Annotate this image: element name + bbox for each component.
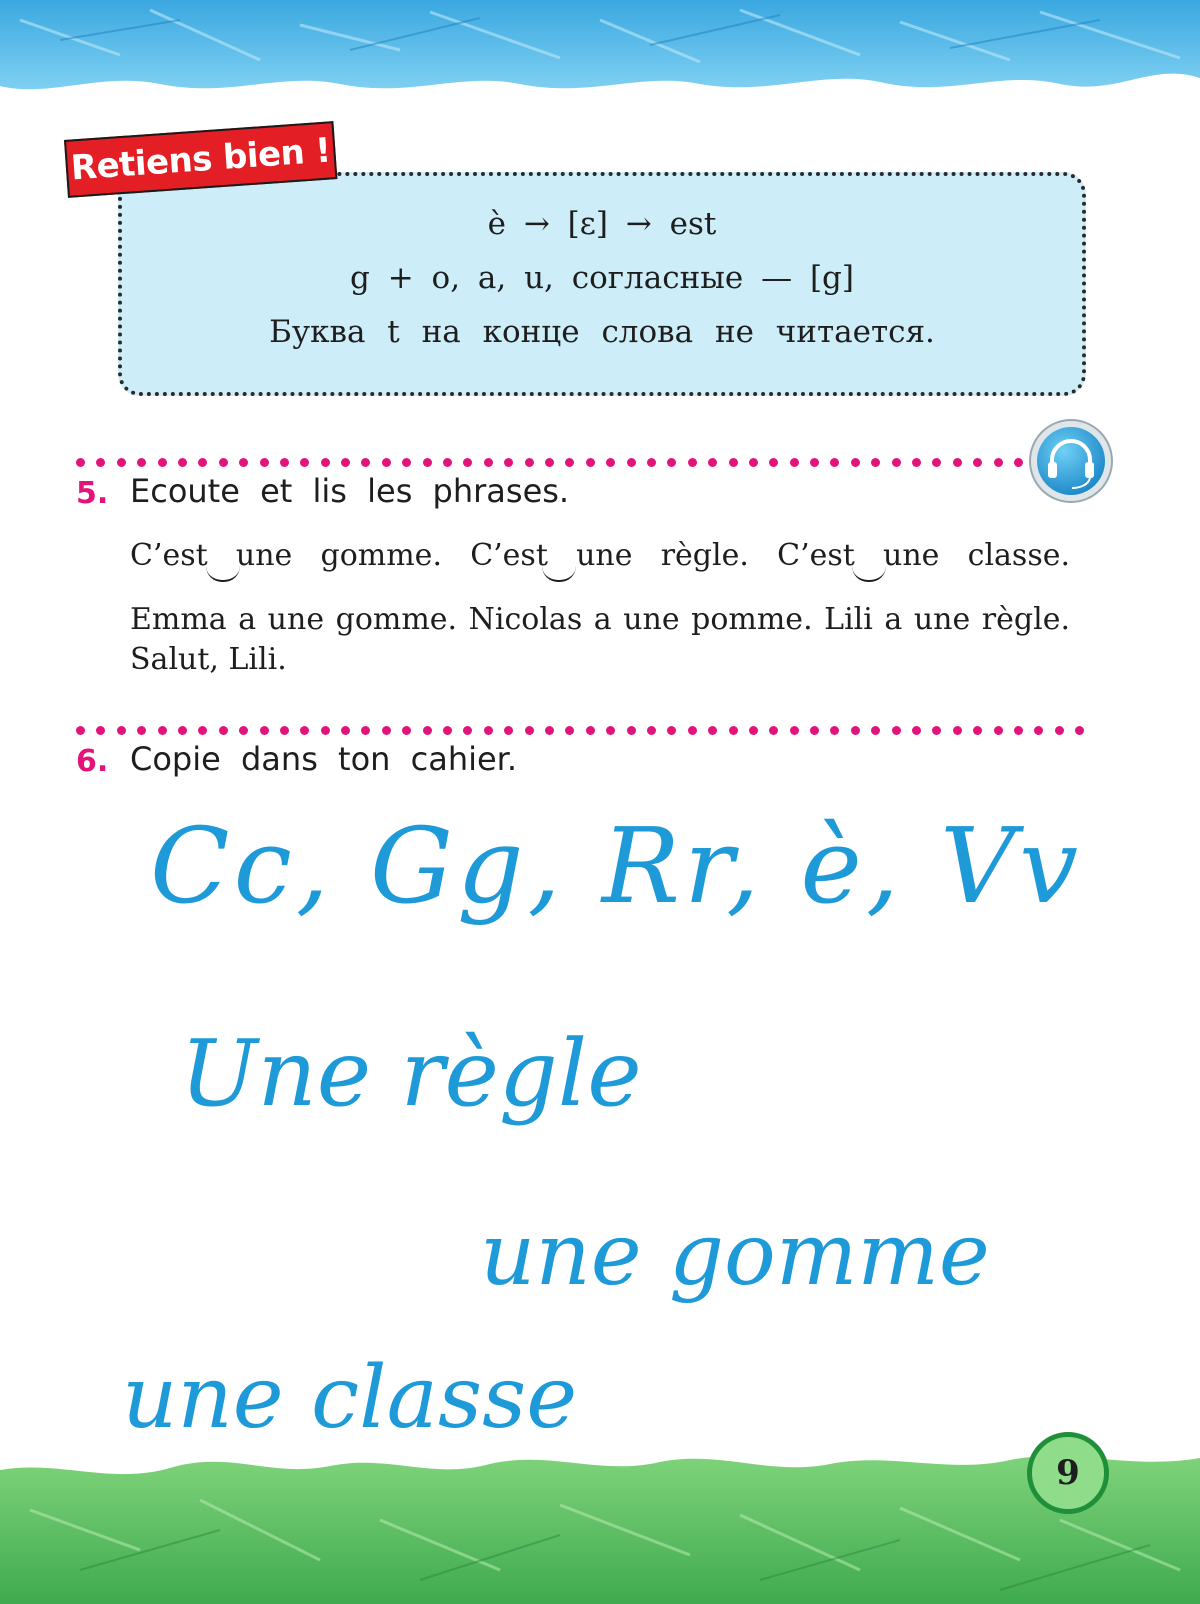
exercise-5-title: Ecoute et lis les phrases. [130, 472, 570, 510]
separator-dot [280, 458, 289, 467]
separator-dot [137, 726, 146, 735]
liaison-mark [542, 566, 576, 582]
separator-dot [137, 458, 146, 467]
separator-dot [667, 726, 676, 735]
separator-dot [198, 458, 207, 467]
separator-dot [525, 458, 534, 467]
separator-dot [953, 458, 962, 467]
separator-dot [830, 458, 839, 467]
separator-dot [545, 458, 554, 467]
separator-dot [708, 458, 717, 467]
separator-dot [912, 458, 921, 467]
rule-line-2: g + o, a, u, согласные — [g] [350, 260, 854, 296]
separator-dot [300, 726, 309, 735]
separator-dot [606, 458, 615, 467]
separator-dot [1014, 726, 1023, 735]
separator-dot [96, 726, 105, 735]
separator-dot [892, 458, 901, 467]
separator-dot [647, 458, 656, 467]
separator-dot [810, 726, 819, 735]
separator-dot [688, 458, 697, 467]
separator-dot [321, 458, 330, 467]
separator-dot [382, 458, 391, 467]
separator-dot [627, 458, 636, 467]
separator-dot [525, 726, 534, 735]
separator-dot [790, 458, 799, 467]
cursive-letters: Cc, Gg, Rr, è, Vv [150, 805, 1082, 927]
separator-dot [1075, 726, 1084, 735]
separator-dot [239, 458, 248, 467]
separator-dot [647, 726, 656, 735]
separator-dot [219, 458, 228, 467]
separator-dot [239, 726, 248, 735]
separator-dot [219, 726, 228, 735]
rule-line-3: Буква t на конце слова не читается. [269, 314, 935, 350]
separator-dot [76, 458, 85, 467]
separator-dot [484, 458, 493, 467]
dotted-separator [76, 720, 1096, 732]
separator-dot [565, 458, 574, 467]
separator-dot [851, 726, 860, 735]
separator-dot [769, 726, 778, 735]
separator-dot [423, 726, 432, 735]
separator-dot [361, 458, 370, 467]
separator-dot [830, 726, 839, 735]
separator-dot [545, 726, 554, 735]
separator-dot [932, 726, 941, 735]
separator-dot [994, 458, 1003, 467]
separator-dot [932, 458, 941, 467]
separator-dot [361, 726, 370, 735]
separator-dot [504, 458, 513, 467]
separator-dot [790, 726, 799, 735]
separator-dot [606, 726, 615, 735]
separator-dot [973, 458, 982, 467]
separator-dot [260, 726, 269, 735]
separator-dot [423, 458, 432, 467]
cursive-une-classe: une classe [122, 1348, 578, 1448]
cursive-une-regle: Une règle [180, 1020, 642, 1127]
separator-dot [749, 726, 758, 735]
separator-dot [871, 726, 880, 735]
liaison-mark [852, 566, 886, 582]
separator-dot [341, 726, 350, 735]
separator-dot [158, 458, 167, 467]
retiens-bien-label: Retiens bien ! [64, 121, 337, 198]
exercise-5-number: 5. [76, 476, 109, 511]
separator-dot [729, 458, 738, 467]
separator-dot [300, 458, 309, 467]
separator-dot [973, 726, 982, 735]
separator-dot [443, 726, 452, 735]
dotted-separator [76, 452, 1034, 464]
top-paint-band [0, 0, 1200, 110]
separator-dot [198, 726, 207, 735]
separator-dot [260, 458, 269, 467]
separator-dot [586, 726, 595, 735]
exercise-6-number: 6. [76, 744, 109, 779]
separator-dot [382, 726, 391, 735]
separator-dot [810, 458, 819, 467]
exercise-5-phrases-1: C’est une gomme. C’est une règle. C’est une classe. [130, 538, 1070, 573]
separator-dot [871, 458, 880, 467]
separator-dot [341, 458, 350, 467]
separator-dot [402, 458, 411, 467]
separator-dot [565, 726, 574, 735]
separator-dot [749, 458, 758, 467]
separator-dot [178, 726, 187, 735]
separator-dot [627, 726, 636, 735]
separator-dot [178, 458, 187, 467]
separator-dot [953, 726, 962, 735]
separator-dot [463, 726, 472, 735]
separator-dot [1034, 726, 1043, 735]
exercise-5-phrases-2: Emma a une gomme. Nicolas a une pomme. Lili a une règle. Salut, Lili. [130, 602, 1070, 677]
separator-dot [504, 726, 513, 735]
separator-dot [912, 726, 921, 735]
separator-dot [994, 726, 1003, 735]
separator-dot [851, 458, 860, 467]
liaison-mark [206, 566, 240, 582]
separator-dot [667, 458, 676, 467]
separator-dot [708, 726, 717, 735]
bottom-paint-band [0, 1430, 1200, 1604]
separator-dot [586, 458, 595, 467]
separator-dot [443, 458, 452, 467]
separator-dot [892, 726, 901, 735]
separator-dot [76, 726, 85, 735]
separator-dot [117, 726, 126, 735]
exercise-6-title: Copie dans ton cahier. [130, 740, 518, 778]
separator-dot [1014, 458, 1023, 467]
separator-dot [463, 458, 472, 467]
separator-dot [280, 726, 289, 735]
separator-dot [117, 458, 126, 467]
separator-dot [96, 458, 105, 467]
rule-line-1: è → [ε] → est [487, 206, 717, 242]
separator-dot [688, 726, 697, 735]
separator-dot [1055, 726, 1064, 735]
separator-dot [402, 726, 411, 735]
separator-dot [769, 458, 778, 467]
separator-dot [729, 726, 738, 735]
headphones-icon[interactable] [1028, 418, 1114, 504]
separator-dot [158, 726, 167, 735]
cursive-une-gomme: une gomme [480, 1205, 990, 1305]
separator-dot [321, 726, 330, 735]
page-number: 9 [1027, 1432, 1109, 1514]
rule-box [118, 172, 1086, 396]
separator-dot [484, 726, 493, 735]
